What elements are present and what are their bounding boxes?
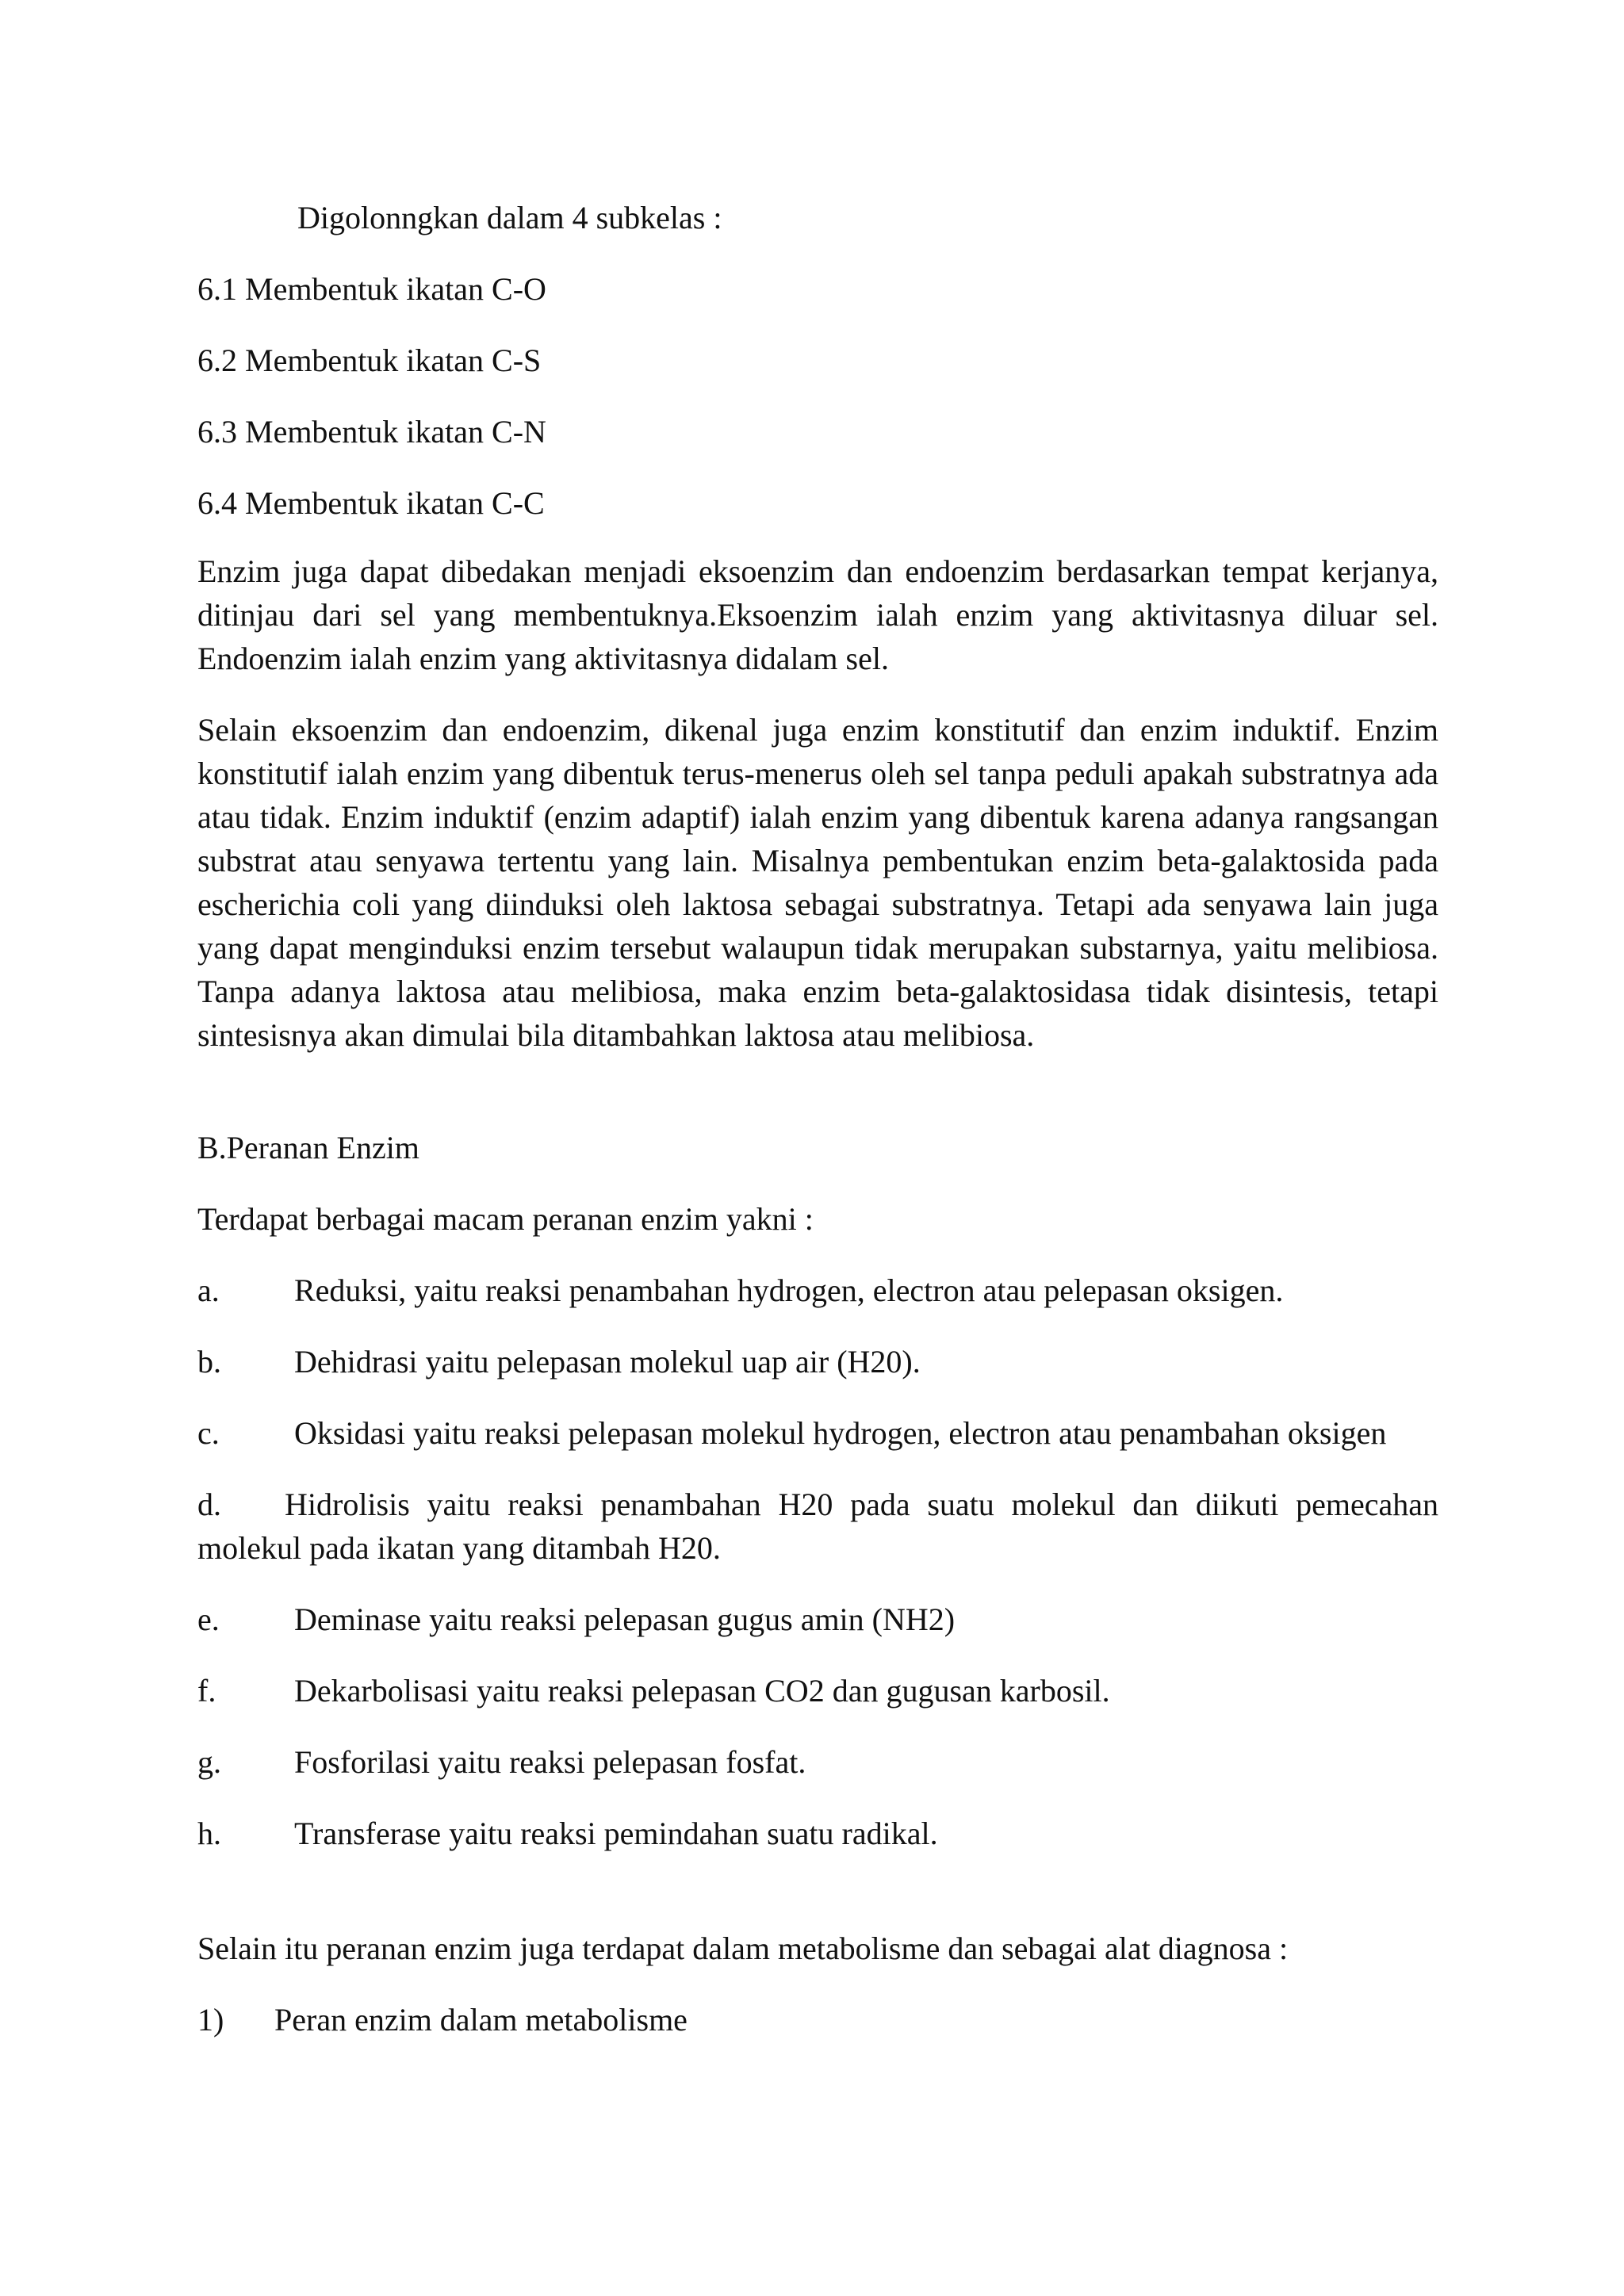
subclass-item: 6.4 Membentuk ikatan C-C <box>197 485 545 521</box>
list-label: d. <box>197 1487 221 1522</box>
list-label: g. <box>197 1744 221 1780</box>
list-text: Hidrolisis yaitu reaksi penambahan H20 pada suatu molekul dan diikuti pemecahan molekul pada ikatan yang ditambah H20. <box>197 1487 1438 1566</box>
list-label: a. <box>197 1272 220 1308</box>
list-label: 1) <box>197 2002 224 2038</box>
list-text: Transferase yaitu reaksi pemindahan suatu radikal. <box>294 1816 938 1851</box>
list-text: Dehidrasi yaitu pelepasan molekul uap air (H20). <box>294 1344 921 1380</box>
roles-intro: Terdapat berbagai macam peranan enzim yakni : <box>197 1201 814 1237</box>
subclass-item: 6.2 Membentuk ikatan C-S <box>197 342 542 378</box>
list-text: Fosforilasi yaitu reaksi pelepasan fosfat. <box>294 1744 806 1780</box>
list-text: Deminase yaitu reaksi pelepasan gugus amin (NH2) <box>294 1601 956 1637</box>
list-label: e. <box>197 1601 220 1637</box>
list-item-wrapped <box>197 1483 1438 1570</box>
list-label: b. <box>197 1344 221 1380</box>
subclass-item: 6.3 Membentuk ikatan C-N <box>197 414 546 450</box>
list-label: h. <box>197 1816 221 1851</box>
section-heading: B.Peranan Enzim <box>197 1130 419 1165</box>
paragraph-konstitutif: Selain eksoenzim dan endoenzim, dikenal juga enzim konstitutif dan enzim induktif. Enzim konstitutif ialah enzim yang dibentuk terus-menerus oleh sel tanpa peduli apakah substratnya ada atau tidak. Enzim induktif (enzim adaptif) ialah enzim yang dibentuk karena adanya rangsangan substrat atau senyawa tertentu yang lain. Misalnya pembentukan enzim beta-galaktosida pada escherichia coli yang diinduksi oleh laktosa sebagai substratnya. Tetapi ada senyawa lain juga yang dapat menginduksi enzim tersebut walaupun tidak merupakan substarnya, yaitu melibiosa. Tanpa adanya laktosa atau melibiosa, maka enzim beta-galaktosidasa tidak disintesis, tetapi sintesisnya akan dimulai bila ditambahkan laktosa atau melibiosa. <box>197 712 1438 1053</box>
closing-intro: Selain itu peranan enzim juga terdapat dalam metabolisme dan sebagai alat diagnosa : <box>197 1931 1289 1966</box>
list-text: Dekarbolisasi yaitu reaksi pelepasan CO2 dan gugusan karbosil. <box>294 1673 1110 1709</box>
list-text: Oksidasi yaitu reaksi pelepasan molekul hydrogen, electron atau penambahan oksigen <box>294 1415 1387 1451</box>
subclass-intro: Digolonngkan dalam 4 subkelas : <box>297 200 722 235</box>
subclass-item: 6.1 Membentuk ikatan C-O <box>197 271 546 307</box>
list-label: f. <box>197 1673 216 1709</box>
paragraph-exo-endo: Enzim juga dapat dibedakan menjadi eksoenzim dan endoenzim berdasarkan tempat kerjanya, ditinjau dari sel yang membentuknya.Eksoenzim ialah enzim yang aktivitasnya diluar sel. Endoenzim ialah enzim yang aktivitasnya didalam sel. <box>197 553 1438 676</box>
list-text: Peran enzim dalam metabolisme <box>274 2002 688 2038</box>
list-text: Reduksi, yaitu reaksi penambahan hydrogen, electron atau pelepasan oksigen. <box>294 1272 1284 1308</box>
list-label: c. <box>197 1415 220 1451</box>
